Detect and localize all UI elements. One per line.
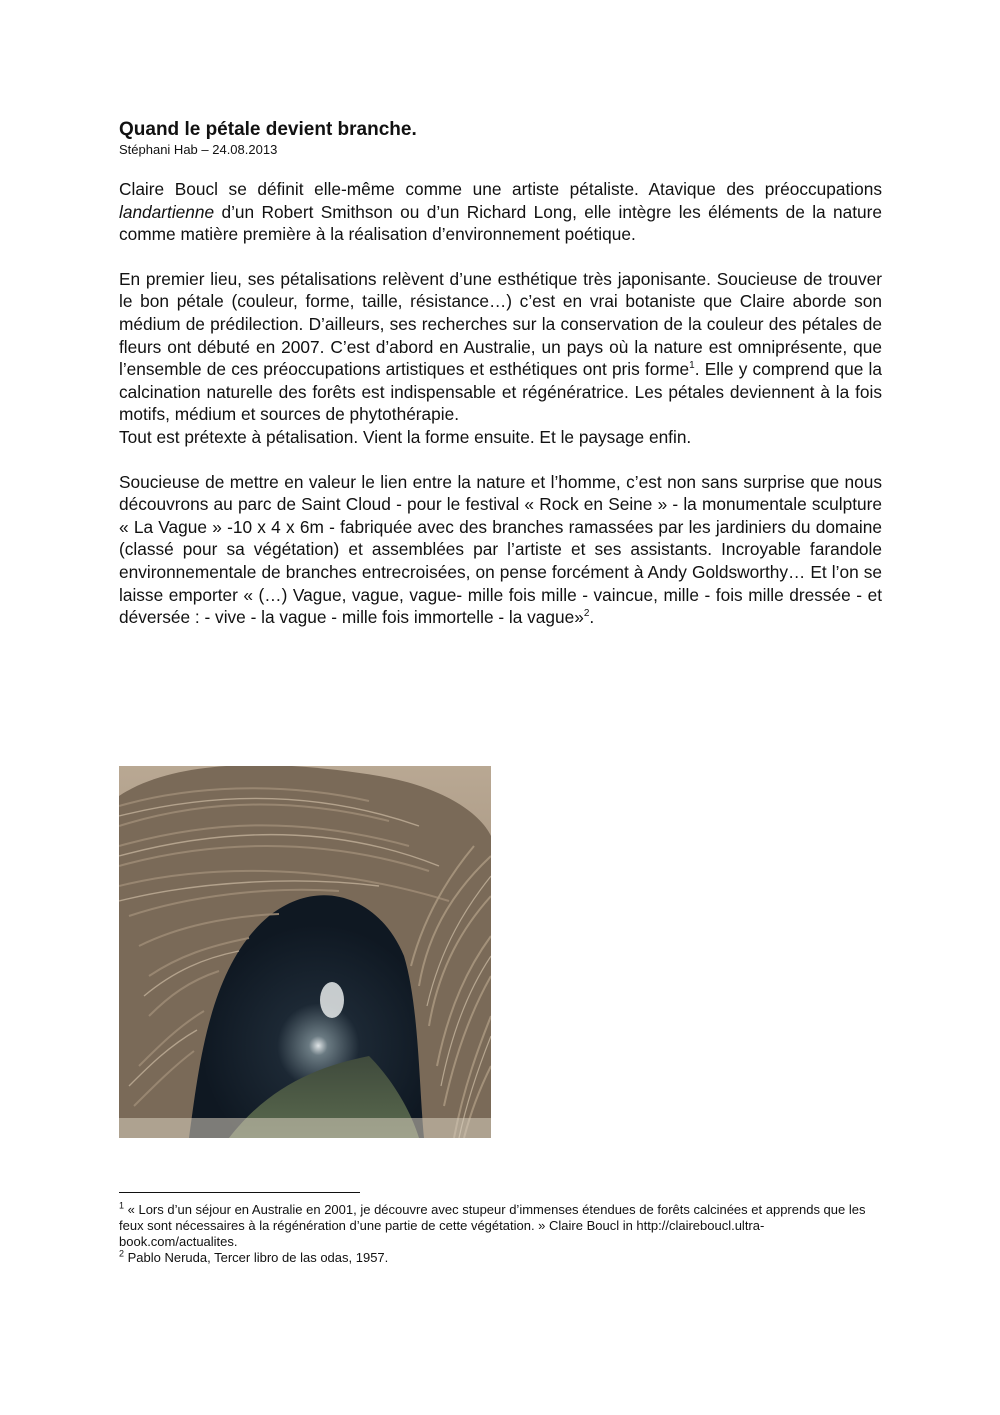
paragraph-intro-text-a: Claire Boucl se définit elle-même comme une artiste pétaliste. Atavique des préoccupations [119,179,882,199]
paragraph-pretexte-text: Tout est prétexte à pétalisation. Vient la forme ensuite. Et le paysage enfin. [119,426,692,447]
footnote-2-text: Pablo Neruda, Tercer libro de las odas, 1957. [124,1250,389,1265]
footnote-1-number: 1 [119,1200,125,1211]
footnote-separator [119,1192,360,1193]
paragraph-la-vague-text-b: . [589,607,595,628]
paragraph-la-vague [119,471,882,629]
paragraph-intro-text-b: d’un Robert Smithson ou d’un Richard Long, elle intègre les éléments de la nature comme matière première à la réalisation d’environnement poétique. [119,201,882,245]
paragraph-intro-emphasis: landartienne [119,201,215,222]
paragraph-la-vague-text-a: Soucieuse de mettre en valeur le lien entre la nature et l’homme, c’est non sans surprise que nous découvrons au parc de Saint Cloud - pour le festival « Rock en Seine » - la monumentale sculpture « La Vague » -10 x 4 x 6m - fabriquée avec des branches ramassées par les jardiniers du domaine (classé pour sa végétation) et assemblées par l’artiste et ses assistants. Incroyable farandole environnementale de branches entrecroisées, on pense forcément à Andy Goldsworthy… Et l’on se laisse emporter « (…) Vague, vague, vague- mille fois mille - vaincue, mille - fois mille dressée - et déversée : - vive - la vague - mille fois immortelle - la vague» [119,471,882,628]
footnote-ref-2[interactable]: 2 [583,608,590,620]
article-byline: Stéphani Hab – 24.08.2013 [119,142,278,157]
paragraph-japonisme [119,268,882,426]
footnote-ref-1[interactable]: 1 [689,360,695,372]
footnote-1 [119,1202,882,1250]
article-title: Quand le pétale devient branche. [119,119,417,140]
paragraph-japonisme-text-b: . Elle y comprend que la calcination naturelle des forêts est indispensable et régénératrice. Les pétales deviennent à la fois motifs, médium et sources de phytothérapie. [119,359,882,425]
la-vague-photo [119,766,491,1138]
footnote-2 [119,1250,882,1266]
la-vague-photo-illustration [119,766,491,1138]
paragraph-japonisme-text-a: En premier lieu, ses pétalisations relèvent d’une esthétique très japonisante. Soucieuse de trouver le bon pétale (couleur, forme, taille, résistance…) c’est en vrai botaniste que Claire aborde son médium de prédilection. D’ailleurs, ses recherches sur la conservation de la couleur des pétales de fleurs ont débuté en 2007. C’est d’abord en Australie, un pays où la nature est omniprésente, que l’ensemble de ces préoccupations artistiques et esthétiques ont pris forme [119,268,882,380]
paragraph-pretexte [119,426,882,449]
footnote-1-text: « Lors d’un séjour en Australie en 2001, je découvre avec stupeur d’immenses étendues de forêts calcinées et apprends que les feux sont nécessaires à la régénération d’une partie de cette végétation. » Claire Boucl in http://claireboucl.ultra-book.com/actualites. [119,1202,866,1249]
footnote-2-number: 2 [119,1248,125,1259]
article [119,118,882,651]
footnotes [119,1202,882,1266]
paragraph-intro [119,178,882,246]
